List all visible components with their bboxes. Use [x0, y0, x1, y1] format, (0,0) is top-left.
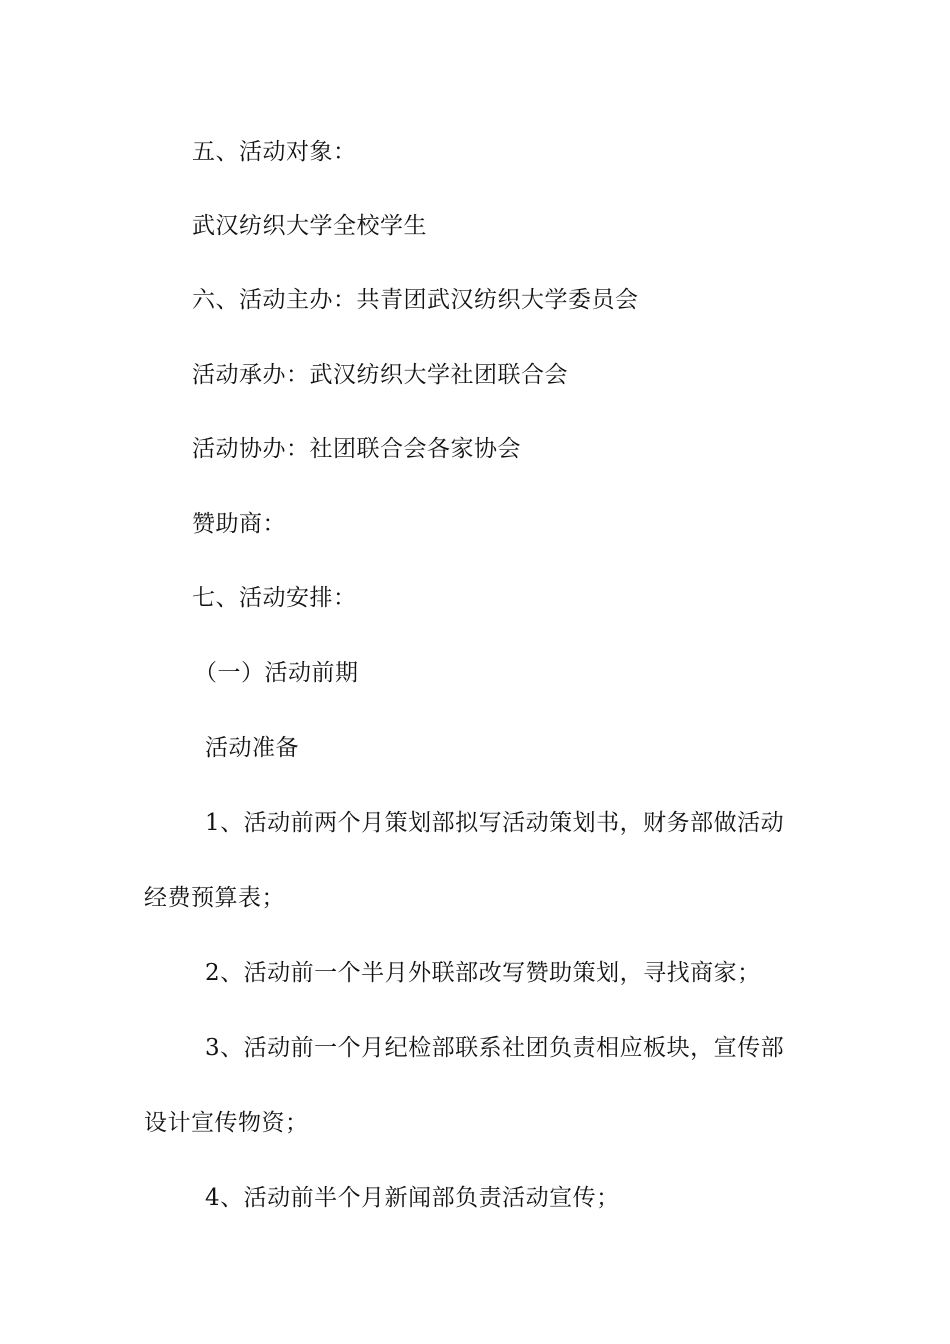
section-heading-organizer: 六、活动主办：共青团武汉纺织大学委员会 — [192, 287, 639, 313]
subsection-heading: （一）活动前期 — [194, 660, 359, 686]
paragraph-line: 活动协办：社团联合会各家协会 — [192, 436, 521, 462]
list-item-continuation: 经费预算表； — [144, 885, 285, 911]
section-heading-schedule: 七、活动安排： — [192, 585, 357, 611]
list-item: 4、活动前半个月新闻部负责活动宣传； — [205, 1185, 620, 1211]
list-item: 1、活动前两个月策划部拟写活动策划书，财务部做活动 — [205, 810, 785, 836]
list-item: 2、活动前一个半月外联部改写赞助策划，寻找商家； — [205, 960, 761, 986]
paragraph-line: 赞助商： — [192, 511, 286, 537]
paragraph-line: 武汉纺织大学全校学生 — [192, 213, 427, 239]
list-item-continuation: 设计宣传物资； — [144, 1110, 309, 1136]
paragraph-line: 活动承办：武汉纺织大学社团联合会 — [192, 362, 568, 388]
section-heading-target: 五、活动对象： — [192, 139, 357, 165]
paragraph-line: 活动准备 — [205, 735, 299, 761]
list-item: 3、活动前一个月纪检部联系社团负责相应板块，宣传部 — [205, 1035, 785, 1061]
